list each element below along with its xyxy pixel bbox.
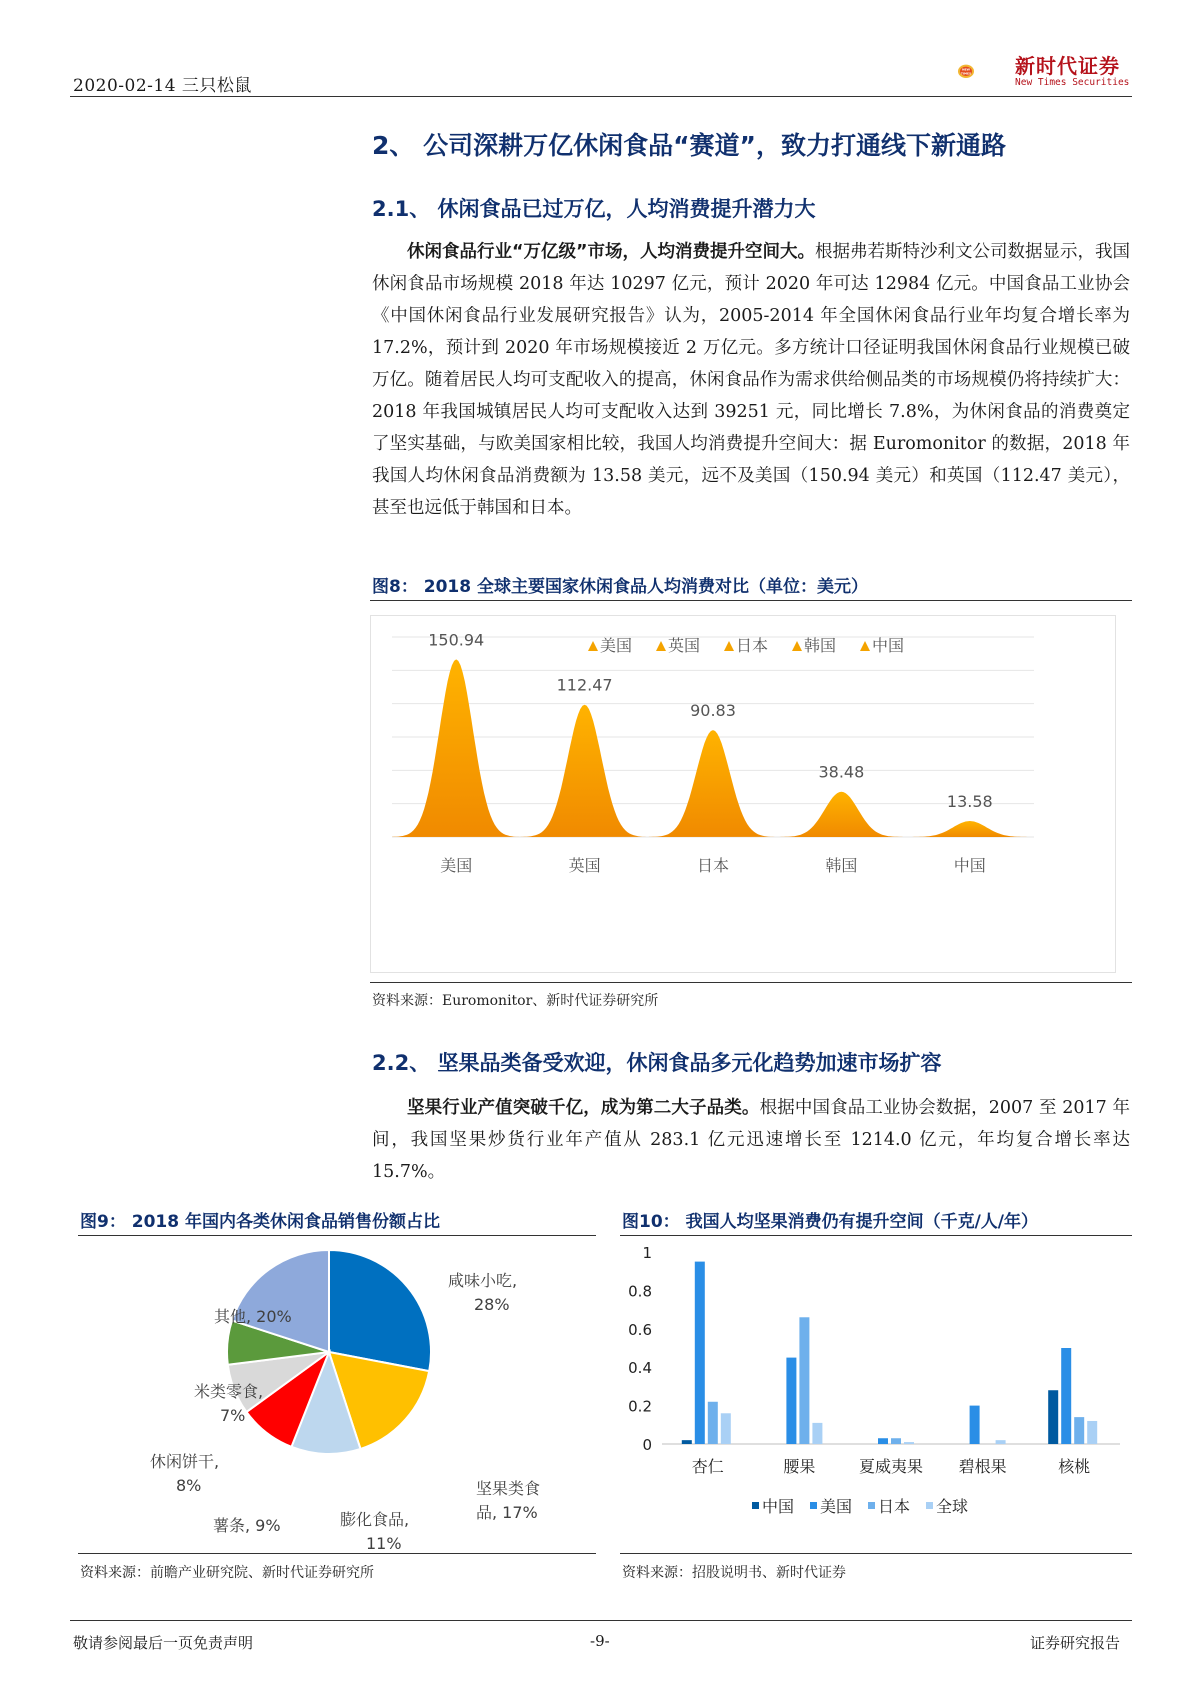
figure-10-y-tick: 1 (642, 1244, 652, 1262)
figure-8-top-rule (370, 600, 1132, 601)
figure-10-bottom-rule (620, 1553, 1132, 1554)
page-number: -9- (590, 1632, 610, 1650)
figure-8-category-label: 日本 (696, 856, 730, 875)
paragraph-market (372, 236, 1130, 524)
figure-8-legend-marker (724, 641, 734, 651)
footer-report-type: 证券研究报告 (1030, 1634, 1121, 1652)
figure-10-category-label: 杏仁 (691, 1457, 724, 1476)
figure-8-chart (370, 615, 1114, 971)
figure-8-peak (649, 730, 777, 837)
figure-8-data-label: 90.83 (690, 701, 736, 721)
figure-8-legend-label: 韩国 (804, 636, 837, 655)
paragraph-market-body: 根据弗若斯特沙利文公司数据显示，我国休闲食品市场规模 2018 年达 10297 亿元，预计 2020 年可达 12984 亿元。中国食品工业协会《中国休闲食品行业发展研究报告》认为，2005-2014 年全国休闲食品行业年均复合增长率为 17.2%，预计到 2020 年市场规模接近 2 万亿元。多方统计口径证明我国休闲食品行业规模已破万亿。随着居民人均可支配收入的提高，休闲食品作为需求供给侧品类的市场规模仍将持续扩大：2018 年我国城镇居民人均可支配收入达到 39251 元，同比增长 7.8%，为休闲食品的消费奠定了坚实基础，与欧美国家相比较，我国人均消费提升空间大：据 Euromonitor 的数据，2018 年我国人均休闲食品消费额为 13.58 美元，远不及美国（150.94 美元）和英国（112.47 美元），甚至也远低于韩国和日本。 (372, 242, 1131, 518)
figure-9-slice-label: 薯条, 9% (213, 1516, 281, 1535)
figure-10-bar (682, 1440, 692, 1444)
figure-8-title: 图8： 2018 全球主要国家休闲食品人均消费对比（单位：美元） (372, 577, 868, 597)
figure-10-legend-marker (868, 1502, 875, 1509)
figure-10-y-tick: 0.8 (628, 1282, 652, 1301)
figure-9-pie-chart (78, 1240, 596, 1550)
footer-divider (70, 1620, 1132, 1621)
figure-10-bar (1048, 1390, 1058, 1444)
figure-8-category-label: 英国 (568, 856, 601, 875)
figure-10-legend-marker (752, 1502, 759, 1509)
figure-8-data-label: 150.94 (428, 630, 485, 650)
figure-10-bar (904, 1442, 914, 1444)
figure-10-legend-label: 全球 (936, 1497, 969, 1516)
figure-8-legend-marker (656, 641, 666, 651)
figure-9-slice-pct: 28% (474, 1295, 510, 1314)
figure-10-bar (1087, 1421, 1097, 1444)
figure-10-legend-label: 中国 (762, 1497, 795, 1516)
logo-mark-bottom: TIMES (960, 71, 972, 76)
figure-8-category-label: 美国 (440, 856, 473, 875)
figure-10-bar (996, 1440, 1006, 1444)
figure-10-bar-chart (620, 1240, 1132, 1550)
figure-10-bar (721, 1413, 731, 1444)
figure-9-top-rule (78, 1235, 596, 1236)
figure-10-category-label: 腰果 (783, 1457, 816, 1476)
paragraph-nuts (372, 1092, 1130, 1188)
figure-8-legend-label: 美国 (600, 636, 633, 655)
figure-10-bar (786, 1358, 796, 1444)
figure-9-slice-label: 其他, 20% (214, 1307, 292, 1326)
figure-9-slice-label: 米类零食, (194, 1382, 264, 1401)
figure-8-peak (520, 705, 648, 837)
figure-10-y-tick: 0.2 (628, 1397, 652, 1416)
figure-9-source: 资料来源：前瞻产业研究院、新时代证券研究所 (80, 1565, 374, 1581)
figure-10-bar (695, 1262, 705, 1444)
figure-8-legend-label: 中国 (872, 636, 905, 655)
figure-10-y-tick: 0.6 (628, 1320, 652, 1339)
figure-10-legend-label: 日本 (878, 1497, 911, 1516)
figure-10-bar (1061, 1348, 1071, 1444)
figure-10-legend-marker (810, 1502, 817, 1509)
subsection-heading-2-2: 2.2、 坚果品类备受欢迎，休闲食品多元化趋势加速市场扩容 (372, 1051, 942, 1075)
logo-text-cn: 新时代证券 (1015, 54, 1120, 78)
figure-10-top-rule (620, 1235, 1132, 1236)
figure-10-bar (970, 1406, 980, 1444)
figure-9-slice-label: 休闲饼干, (150, 1452, 220, 1471)
figure-8-data-label: 38.48 (818, 762, 865, 782)
figure-10-category-label: 核桃 (1058, 1457, 1091, 1476)
footer-disclaimer: 敬请参阅最后一页免责声明 (73, 1634, 254, 1652)
figure-9-slice-pct: 7% (220, 1406, 246, 1425)
figure-9-slice (329, 1250, 431, 1371)
figure-10-bar (878, 1438, 888, 1444)
logo-text-en: New Times Securities (1015, 77, 1130, 88)
figure-8-peak (777, 792, 905, 837)
header-date-company: 2020-02-14 三只松鼠 (73, 76, 252, 96)
figure-10-legend-label: 美国 (820, 1497, 853, 1516)
figure-8-category-label: 韩国 (825, 856, 858, 875)
figure-10-y-tick: 0 (642, 1436, 652, 1454)
figure-10-bar (799, 1317, 809, 1444)
figure-8-legend-marker (792, 641, 802, 651)
figure-9-bottom-rule (78, 1553, 596, 1554)
paragraph-market-lead: 休闲食品行业“万亿级”市场，人均消费提升空间大。 (407, 242, 816, 262)
figure-8-legend-label: 日本 (736, 636, 769, 655)
header-divider (70, 96, 1132, 97)
figure-8-bottom-rule (370, 982, 1132, 983)
figure-10-source: 资料来源：招股说明书、新时代证券 (622, 1565, 846, 1581)
figure-8-peak (906, 821, 1034, 837)
figure-8-legend-label: 英国 (668, 636, 701, 655)
figure-8-peak (392, 659, 520, 837)
section-heading: 2、 公司深耕万亿休闲食品“赛道”，致力打通线下新通路 (372, 131, 1006, 160)
figure-10-category-label: 碧根果 (958, 1457, 1007, 1476)
figure-8-data-label: 112.47 (556, 675, 613, 695)
figure-10-bar (708, 1402, 718, 1444)
figure-8-legend-marker (860, 641, 870, 651)
logo-mark-top: NEW (962, 67, 970, 72)
figure-9-slice-pct: 品, 17% (476, 1503, 538, 1522)
figure-8-data-label: 13.58 (946, 792, 993, 812)
figure-9-slice-label: 坚果类食 (476, 1479, 541, 1498)
figure-9-slice-label: 咸味小吃, (448, 1271, 518, 1290)
company-logo (956, 48, 1016, 94)
figure-10-y-tick: 0.4 (628, 1359, 652, 1378)
figure-10-bar (1074, 1417, 1084, 1444)
figure-10-bar (891, 1438, 901, 1444)
figure-9-slice-pct: 11% (366, 1534, 402, 1550)
figure-9-slice-label: 膨化食品, (340, 1510, 410, 1529)
subsection-heading-2-1: 2.1、 休闲食品已过万亿，人均消费提升潜力大 (372, 197, 816, 221)
figure-8-source: 资料来源：Euromonitor、新时代证券研究所 (372, 993, 659, 1009)
figure-10-category-label: 夏威夷果 (858, 1457, 924, 1476)
figure-8-legend-marker (588, 641, 598, 651)
figure-8-category-label: 中国 (953, 856, 986, 875)
figure-10-title: 图10： 我国人均坚果消费仍有提升空间（千克/人/年） (622, 1212, 1038, 1232)
figure-10-bar (812, 1423, 822, 1444)
figure-10-legend-marker (926, 1502, 933, 1509)
paragraph-nuts-lead: 坚果行业产值突破千亿，成为第二大子品类。 (407, 1098, 760, 1118)
figure-9-slice-pct: 8% (176, 1476, 202, 1495)
paragraph-nuts-body: 根据中国食品工业协会数据，2007 至 2017 年间，我国坚果炒货行业年产值从 283.1 亿元迅速增长至 1214.0 亿元，年均复合增长率达 15.7%。 (372, 1098, 1130, 1182)
figure-9-title: 图9： 2018 年国内各类休闲食品销售份额占比 (80, 1212, 440, 1232)
